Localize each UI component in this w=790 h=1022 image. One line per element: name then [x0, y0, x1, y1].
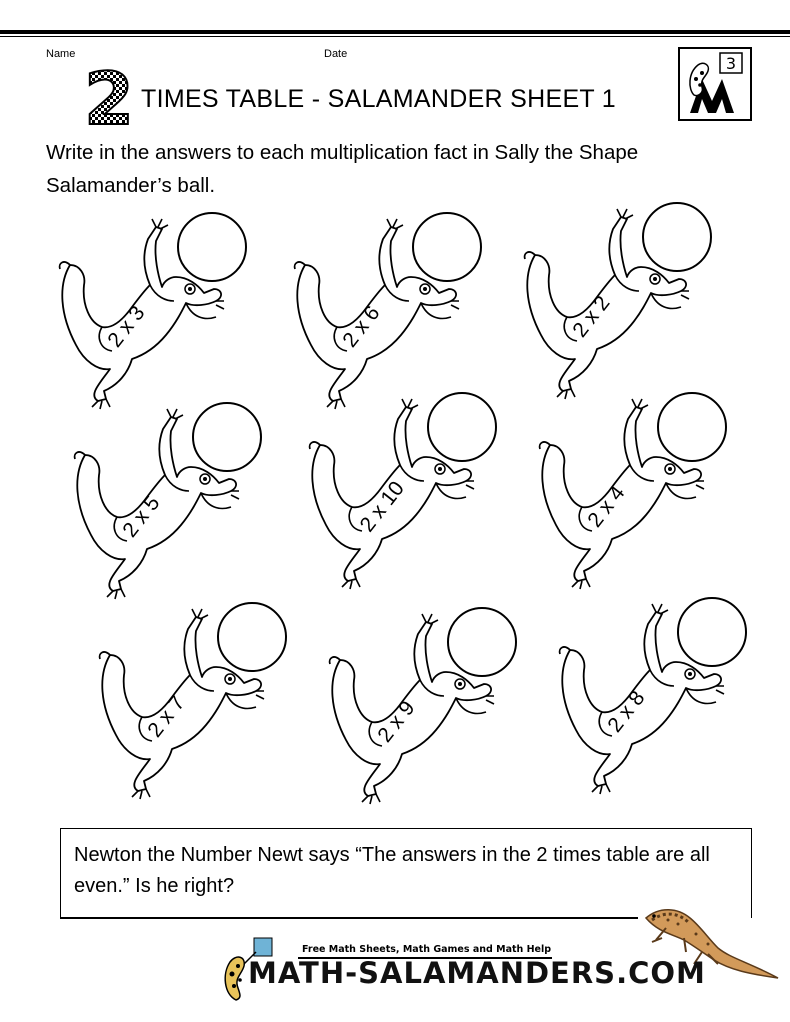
salamander-problem [55, 395, 265, 605]
salamander-problem [505, 195, 715, 405]
salamander-problem [40, 205, 250, 415]
date-label: Date [324, 48, 348, 60]
multiplication-fact: 2 x 2 [568, 291, 615, 342]
salamander-problem [290, 385, 500, 595]
salamander-problem [275, 205, 485, 415]
answer-ball[interactable] [658, 393, 726, 461]
multiplication-fact: 2 x 5 [118, 491, 165, 542]
footer-brand: MATH-SALAMANDERS.COM [248, 956, 706, 990]
top-rule [0, 30, 790, 34]
answer-ball[interactable] [218, 603, 286, 671]
answer-ball[interactable] [428, 393, 496, 461]
logo-grade: 3 [725, 54, 737, 73]
salamander-problem [310, 600, 520, 810]
name-label: Name [46, 48, 76, 60]
answer-ball[interactable] [678, 598, 746, 666]
answer-ball[interactable] [413, 213, 481, 281]
instructions: Write in the answers to each multiplication fact in Sally the Shape Salamander’s ball. [46, 141, 639, 197]
salamander-problem [540, 590, 750, 800]
multiplication-fact: 2 x 6 [338, 301, 385, 352]
logo [678, 47, 752, 121]
multiplication-fact: 2 x 10 [355, 477, 409, 537]
multiplication-fact: 2 x 3 [103, 301, 150, 352]
salamander-problem [80, 595, 290, 805]
top-rule-thin [0, 36, 790, 37]
multiplication-fact: 2 x 8 [603, 686, 650, 737]
multiplication-fact: 2 x 9 [373, 696, 420, 747]
question-text: Newton the Number Newt says “The answers in the 2 times table are all even.” Is he right? [74, 844, 710, 897]
multiplication-fact: 2 x 4 [583, 481, 630, 532]
page-title: TIMES TABLE - SALAMANDER SHEET 1 [141, 85, 617, 113]
answer-ball[interactable] [193, 403, 261, 471]
answer-ball[interactable] [643, 203, 711, 271]
number-text: 2 [83, 66, 135, 130]
answer-ball[interactable] [448, 608, 516, 676]
answer-ball[interactable] [178, 213, 246, 281]
footer-tagline: Free Math Sheets, Math Games and Math Help [302, 944, 552, 955]
multiplication-fact: 2 x 7 [143, 691, 190, 742]
question-box-bottom [60, 917, 638, 919]
number-two-graphic [80, 66, 138, 130]
salamander-problem [520, 385, 730, 595]
